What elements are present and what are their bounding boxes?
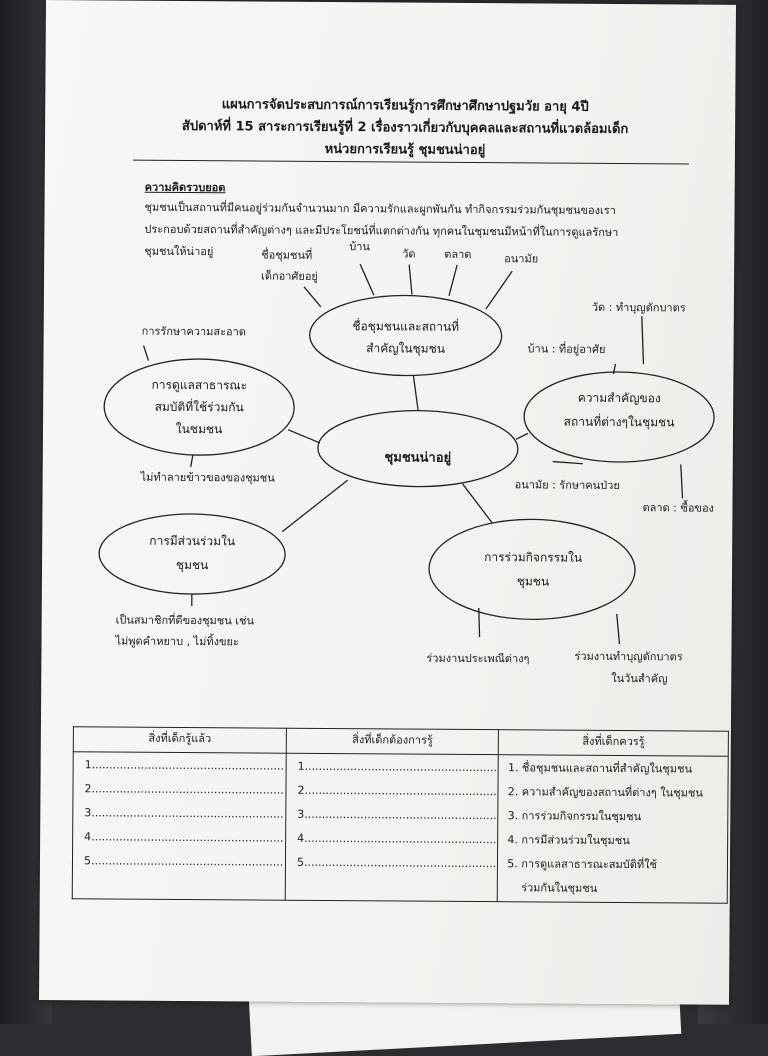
kwl-table: [72, 726, 729, 904]
leaf-line-name: [304, 287, 321, 307]
known-line-2: 2.......................................................: [74, 777, 284, 802]
left-node-label-3: ในชมชน: [103, 418, 295, 439]
header-line-3: หน่วยการเรียนรู้ ชุมชนน่าอยู่: [165, 137, 645, 161]
known-line-3: 3.......................................................: [74, 801, 284, 826]
top-leaf-house: บ้าน: [349, 237, 370, 255]
top-leaf-name-1: ชื่อชุมชนที่: [261, 246, 312, 264]
should-item-5a: 5. การดูแลสาธารณะสมบัติที่ใช้: [499, 852, 726, 878]
top-leaf-health: อนามัย: [504, 249, 538, 267]
connector-center-bottomleft: [282, 480, 347, 532]
left-leaf-clean: การรักษาความสะอาด: [142, 322, 246, 341]
connector-center-bottomright: [462, 484, 492, 523]
right-node-label-1: ความสำคัญของ: [524, 387, 714, 408]
header-line-2: สัปดาห์ที่ 15 สาระการเรียนรู้ที่ 2 เรื่องราวเกี่ยวกับบุคคลและสถานที่แวดล้อมเด็ก: [165, 115, 645, 139]
left-node-label-1: การดูแลสาธารณะ: [103, 374, 295, 395]
top-leaf-temple: วัด: [402, 244, 415, 262]
bottom-right-leaf-tradition: ร่วมงานประเพณีต่างๆ: [426, 649, 529, 668]
bottom-right-node-label-1: การร่วมกิจกรรมใน: [430, 547, 636, 568]
known-column: [72, 752, 286, 900]
bottom-right-leaf-merit-2: ในวันสำคัญ: [611, 669, 667, 687]
header-want: สิ่งที่เด็กต้องการรู้: [286, 728, 498, 754]
bottom-left-node-label-2: ชุมชน: [100, 554, 284, 575]
want-column: [285, 753, 498, 901]
top-node-label-1: ชื่อชุมชนและสถานที่: [310, 316, 502, 337]
should-item-5b: ร่วมกันในชุมชน: [499, 876, 726, 902]
leaf-line-right-health: [553, 462, 583, 464]
should-item-2: 2. ความสำคัญของสถานที่ต่างๆ ในชุมชน: [500, 780, 727, 806]
concept-line-1: ชุมชนเป็นสถานที่มีคนอยู่ร่วมกันจำนวนมาก มีความรักและผูกพันกัน ทำกิจกรรมร่วมกันชุมชนของเรา: [144, 197, 615, 222]
bottom-left-leaf-2: ไม่พูดคำหยาบ , ไม่ทิ้งขยะ: [115, 632, 238, 651]
top-leaf-name-2: เด็กอาศัยอยู่: [261, 267, 318, 285]
leaf-line-health: [486, 271, 512, 309]
want-line-2: 2.......................................................: [287, 779, 496, 804]
want-line-5: 5.......................................................: [287, 851, 496, 876]
known-line-5: 5.......................................................: [74, 849, 284, 874]
want-line-3: 3.......................................................: [287, 803, 496, 828]
should-item-1: 1. ชื่อชุมชนและสถานที่สำคัญในชุมชน: [500, 756, 727, 782]
top-node-label-2: สำคัญในชุมชน: [310, 338, 502, 359]
center-node-label: ชุมชนน่าอยู่: [318, 448, 518, 469]
header-line-1: แผนการจัดประสบการณ์การเรียนรู้การศึกษาศึกษาปฐมวัย อายุ 4ปี: [165, 93, 645, 117]
concept-line-2: ประกอบด้วยสถานที่สำคัญต่างๆ และมีประโยชน์ที่แตกต่างกัน ทุกคนในชุมชนมีหน้าที่ในการดูแลรักษา: [144, 219, 618, 244]
leaf-line-right-market: [681, 464, 683, 498]
leaf-line-market: [449, 265, 457, 296]
concept-line-3: ชุมชนให้น่าอยู่: [144, 241, 213, 263]
left-node-label-2: สมบัติที่ใช้ร่วมกัน: [103, 396, 295, 417]
leaf-line-temple: [409, 265, 412, 295]
right-leaf-market: ตลาด : ซื้อของ: [642, 498, 714, 516]
bottom-right-node-shape: [429, 519, 636, 620]
right-leaf-house: บ้าน : ที่อยู่อาศัย: [528, 339, 606, 358]
top-leaf-market: ตลาด: [444, 245, 471, 263]
right-leaf-health: อนามัย : รักษาคนป่วย: [515, 475, 620, 494]
leaf-line-right-temple: [641, 316, 643, 364]
header-known: สิ่งที่เด็กรู้แล้ว: [73, 727, 286, 753]
concept-heading: ความคิดรวบยอด: [145, 177, 226, 200]
header-should: สิ่งที่เด็กควรรู้: [499, 730, 729, 757]
bottom-left-node-label-1: การมีส่วนร่วมใน: [100, 530, 284, 551]
leaf-line-left-nodestroy: [191, 455, 193, 467]
right-node-label-2: สถานที่ต่างๆในชุมชน: [524, 411, 714, 432]
connector-center-right: [516, 433, 528, 439]
leaf-line-house: [360, 264, 374, 295]
known-line-1: 1.......................................................: [75, 753, 285, 778]
bottom-right-node-label-2: ชุมชน: [430, 571, 636, 592]
connector-center-top: [413, 376, 418, 411]
document-page: [39, 0, 736, 1005]
bottom-left-leaf-1: เป็นสมาชิกที่ดีของชุมชน เช่น: [116, 611, 254, 630]
left-leaf-nodestroy: ไม่ทำลายข้าวของของชุมชน: [141, 468, 275, 487]
known-line-4: 4.......................................................: [74, 825, 284, 850]
right-leaf-temple: วัด : ทำบุญตักบาตร: [592, 298, 686, 317]
want-line-4: 4.......................................................: [287, 827, 496, 852]
leaf-line-left-clean: [143, 346, 148, 361]
should-item-3: 3. การร่วมกิจกรรมในชุมชน: [500, 804, 727, 830]
should-column: [498, 755, 729, 904]
leaf-line-br-merit: [617, 614, 620, 644]
bottom-right-leaf-merit-1: ร่วมงานทำบุญตักบาตร: [574, 647, 682, 666]
should-item-4: 4. การมีส่วนร่วมในชุมชน: [499, 828, 726, 854]
kwl-body-row: [72, 752, 728, 904]
want-line-1: 1.......................................................: [288, 755, 497, 780]
